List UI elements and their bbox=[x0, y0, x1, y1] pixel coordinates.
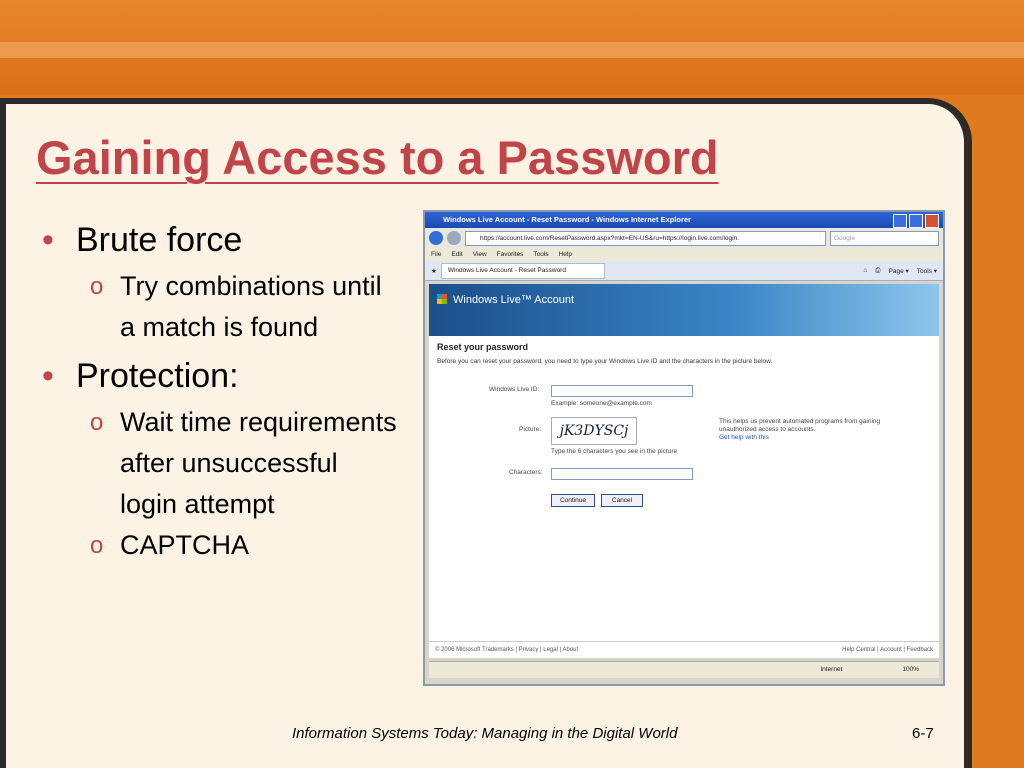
close-icon bbox=[925, 214, 939, 228]
menu-view: View bbox=[472, 251, 487, 258]
page-banner bbox=[429, 284, 939, 336]
address-bar: https://account.live.com/ResetPassword.aspx?mkt=EN-US&ru=https://login.live.com/login. bbox=[465, 231, 826, 246]
help-text-block bbox=[719, 418, 909, 442]
tab-row bbox=[425, 261, 943, 281]
search-box: Google bbox=[830, 231, 939, 246]
windows-logo-icon bbox=[437, 294, 447, 304]
bullet-list bbox=[40, 220, 400, 574]
continue-button: Continue bbox=[551, 494, 595, 507]
slide-number: 6-7 bbox=[912, 725, 934, 742]
window-controls bbox=[893, 214, 939, 228]
sub-list bbox=[40, 266, 400, 348]
command-bar bbox=[863, 267, 937, 275]
bullet-icon: • bbox=[42, 221, 54, 259]
sub-bullet-icon: o bbox=[90, 532, 104, 559]
sub-bullet-text: CAPTCHA bbox=[120, 530, 250, 560]
bullet-text: Protection: bbox=[76, 357, 239, 395]
page-heading: Reset your password bbox=[437, 342, 529, 352]
bullet-item bbox=[40, 220, 400, 260]
page-intro: Before you can reset your password, you need to type your Windows Live ID and the characters in the picture below. bbox=[437, 358, 773, 365]
status-bar bbox=[429, 661, 939, 678]
home-icon: ⌂ bbox=[863, 266, 868, 274]
window-titlebar bbox=[425, 212, 943, 228]
menu-edit: Edit bbox=[451, 251, 463, 258]
picture-label: Picture: bbox=[519, 426, 542, 433]
maximize-icon bbox=[909, 214, 923, 228]
address-row bbox=[425, 228, 943, 248]
sub-bullet-text: Try combinations until a match is found bbox=[120, 271, 382, 342]
slide-title: Gaining Access to a Password bbox=[36, 131, 719, 184]
page-footer-right: Help Central | Account | Feedback bbox=[842, 647, 933, 653]
sub-bullet-icon: o bbox=[90, 409, 104, 436]
bullet-item bbox=[40, 356, 400, 396]
characters-input bbox=[551, 468, 693, 480]
window-title: Windows Live Account - Reset Password - Windows Internet Explorer bbox=[443, 215, 691, 224]
forward-icon bbox=[447, 231, 461, 245]
sub-bullet-item bbox=[40, 525, 400, 566]
browser-screenshot bbox=[423, 210, 945, 686]
id-example: Example: someone@example.com bbox=[551, 400, 652, 407]
sub-list bbox=[40, 402, 400, 566]
internet-zone: Internet bbox=[820, 666, 843, 673]
bullet-icon: • bbox=[42, 357, 54, 395]
menu-favorites: Favorites bbox=[496, 251, 524, 258]
favorites-star-icon: ★ bbox=[431, 267, 437, 275]
sub-bullet-item bbox=[40, 266, 400, 348]
page-footer-left: © 2006 Microsoft Trademarks | Privacy | Legal | About bbox=[435, 647, 579, 653]
captcha-image: jK3DYSCj bbox=[551, 417, 637, 445]
menu-tools: Tools bbox=[533, 251, 549, 258]
characters-label: Characters: bbox=[509, 469, 543, 476]
tools-menu: Tools ▾ bbox=[916, 267, 937, 275]
cancel-button: Cancel bbox=[601, 494, 643, 507]
help-text: This helps us prevent automated programs from gaining unauthorized access to accounts. bbox=[719, 418, 881, 433]
menu-file: File bbox=[431, 251, 442, 258]
bullet-text: Brute force bbox=[76, 221, 243, 259]
top-stripe bbox=[0, 42, 1024, 58]
browser-tab: Windows Live Account - Reset Password bbox=[441, 263, 605, 279]
captcha-hint: Type the 6 characters you see in the picture bbox=[551, 448, 678, 455]
print-icon: ⎙ bbox=[875, 266, 881, 274]
page-footer bbox=[429, 641, 939, 658]
menu-help: Help bbox=[558, 251, 572, 258]
id-input bbox=[551, 385, 693, 397]
id-label: Windows Live ID: bbox=[489, 386, 540, 393]
sub-bullet-item bbox=[40, 402, 400, 525]
page-menu: Page ▾ bbox=[888, 267, 909, 275]
slide-footer: Information Systems Today: Managing in the Digital World bbox=[292, 725, 678, 742]
web-page bbox=[429, 284, 939, 658]
zoom-level: 100% bbox=[902, 666, 919, 673]
menu-bar bbox=[425, 248, 943, 261]
back-icon bbox=[429, 231, 443, 245]
sub-bullet-text: Wait time requirements after unsuccessful login attempt bbox=[120, 407, 397, 519]
brand-name: Windows Live™ Account bbox=[453, 294, 575, 306]
help-link: Get help with this bbox=[719, 434, 769, 441]
sub-bullet-icon: o bbox=[90, 273, 104, 300]
minimize-icon bbox=[893, 214, 907, 228]
